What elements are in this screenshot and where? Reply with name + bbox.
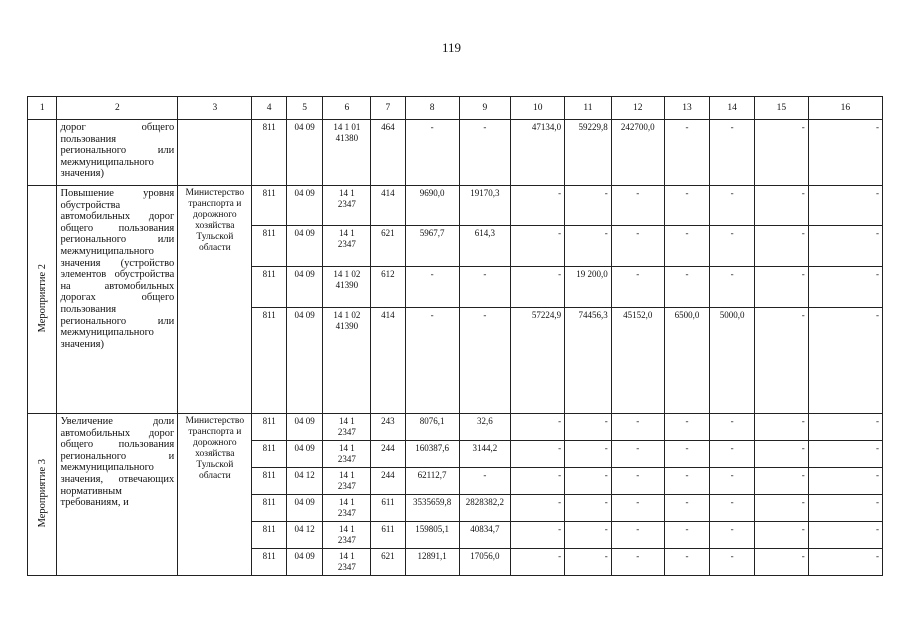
column-header: 12	[611, 97, 664, 120]
table-cell: 14 1 2347	[323, 226, 371, 267]
table-cell: -	[664, 522, 710, 549]
table-cell: 04 09	[286, 226, 323, 267]
table-cell: -	[611, 186, 664, 226]
table-cell: -	[511, 549, 565, 576]
table-cell: -	[754, 308, 808, 414]
table-cell: -	[664, 441, 710, 468]
table-cell: 621	[371, 226, 406, 267]
table-cell: 62112,7	[405, 468, 459, 495]
table-cell: 811	[252, 441, 287, 468]
table-cell: 811	[252, 495, 287, 522]
table-cell: -	[808, 495, 882, 522]
table-cell: 14 1 02 41390	[323, 308, 371, 414]
table-cell: 621	[371, 549, 406, 576]
table-cell: -	[710, 226, 755, 267]
table-cell: 04 09	[286, 186, 323, 226]
table-cell: 14 1 02 41390	[323, 267, 371, 308]
column-header: 1	[28, 97, 57, 120]
table-cell: 811	[252, 308, 287, 414]
table-cell: 04 12	[286, 522, 323, 549]
table-cell: -	[754, 414, 808, 441]
table-cell: -	[565, 441, 612, 468]
table-cell: 5967,7	[405, 226, 459, 267]
table-cell: -	[611, 468, 664, 495]
table-cell: -	[565, 226, 612, 267]
table-cell: 243	[371, 414, 406, 441]
table-cell: 244	[371, 468, 406, 495]
table-cell: 811	[252, 522, 287, 549]
table-cell: -	[754, 468, 808, 495]
table-cell: 612	[371, 267, 406, 308]
table-cell: 611	[371, 522, 406, 549]
table-cell: -	[565, 186, 612, 226]
table-cell: -	[511, 226, 565, 267]
table-cell: 40834,7	[459, 522, 511, 549]
table-cell: 04 09	[286, 414, 323, 441]
column-header: 15	[754, 97, 808, 120]
table-cell: -	[808, 308, 882, 414]
table-cell: 160387,6	[405, 441, 459, 468]
table-cell: -	[511, 414, 565, 441]
table-cell: 811	[252, 226, 287, 267]
table-cell: -	[405, 120, 459, 186]
measure-cell	[28, 120, 57, 186]
table-cell: -	[611, 495, 664, 522]
table-cell: -	[710, 441, 755, 468]
table-cell: 8076,1	[405, 414, 459, 441]
table-cell: -	[664, 120, 710, 186]
table-cell: -	[459, 468, 511, 495]
table-cell: -	[611, 414, 664, 441]
table-cell: -	[664, 414, 710, 441]
table-cell: 14 1 2347	[323, 468, 371, 495]
measure-cell	[28, 186, 57, 414]
table-cell: -	[808, 441, 882, 468]
measure-description: дорог общего пользования регионального или межмуниципального значения)	[57, 120, 178, 186]
responsible-executor: Министерство транспорта и дорожного хозяйства Тульской области	[178, 186, 252, 414]
responsible-executor	[178, 120, 252, 186]
table-cell: -	[754, 549, 808, 576]
table-cell: -	[808, 186, 882, 226]
measure-label: Мероприятие 2	[36, 263, 48, 333]
table-cell: -	[754, 267, 808, 308]
table-cell: 811	[252, 468, 287, 495]
table-cell: 5000,0	[710, 308, 755, 414]
table-cell: -	[611, 522, 664, 549]
table-cell: 12891,1	[405, 549, 459, 576]
column-header: 5	[286, 97, 323, 120]
column-header: 14	[710, 97, 755, 120]
measure-description: Повышение уровня обустройства автомобильных дорог общего пользования регионального или межмуниципального значения (устройство элементов обустройства на автомобильных дорогах общего пользования регионального или межмуниципального значения)	[57, 186, 178, 414]
table-cell: -	[710, 468, 755, 495]
table-cell: -	[808, 226, 882, 267]
table-row	[28, 120, 883, 186]
table-cell: -	[754, 186, 808, 226]
table-cell: 414	[371, 308, 406, 414]
budget-table	[27, 96, 883, 576]
table-cell: -	[664, 549, 710, 576]
table-cell: -	[808, 549, 882, 576]
table-cell: -	[808, 414, 882, 441]
table-cell: -	[611, 441, 664, 468]
column-header: 10	[511, 97, 565, 120]
table-cell: -	[710, 522, 755, 549]
table-cell: 811	[252, 267, 287, 308]
table-cell: -	[511, 522, 565, 549]
table-cell: -	[808, 267, 882, 308]
table-cell: 14 1 2347	[323, 549, 371, 576]
table-cell: -	[754, 120, 808, 186]
table-cell: 414	[371, 186, 406, 226]
table-cell: 17056,0	[459, 549, 511, 576]
measure-description: Увеличение доли автомобильных дорог общего пользования регионального и межмуниципального значения, отвечающих нормативным требованиям, и	[57, 414, 178, 576]
table-cell: 9690,0	[405, 186, 459, 226]
column-header: 7	[371, 97, 406, 120]
table-cell: -	[611, 226, 664, 267]
table-row	[28, 414, 883, 441]
column-header: 2	[57, 97, 178, 120]
table-cell: 244	[371, 441, 406, 468]
table-cell: 14 1 2347	[323, 186, 371, 226]
table-cell: 04 09	[286, 441, 323, 468]
column-header: 3	[178, 97, 252, 120]
table-cell: 45152,0	[611, 308, 664, 414]
table-cell: -	[710, 267, 755, 308]
table-cell: -	[511, 468, 565, 495]
table-cell: -	[511, 441, 565, 468]
table-cell: -	[405, 267, 459, 308]
table-cell: 242700,0	[611, 120, 664, 186]
table-cell: 04 09	[286, 120, 323, 186]
table-cell: 611	[371, 495, 406, 522]
table-cell: -	[511, 495, 565, 522]
table-cell: 57224,9	[511, 308, 565, 414]
table-cell: 14 1 2347	[323, 441, 371, 468]
table-cell: -	[664, 267, 710, 308]
column-header: 6	[323, 97, 371, 120]
table-cell: 811	[252, 549, 287, 576]
table-cell: -	[754, 441, 808, 468]
table-cell: -	[565, 414, 612, 441]
table-cell: -	[611, 549, 664, 576]
table-cell: 04 12	[286, 468, 323, 495]
table-cell: 14 1 2347	[323, 522, 371, 549]
table-cell: -	[565, 522, 612, 549]
table-cell: 14 1 01 41380	[323, 120, 371, 186]
column-header: 4	[252, 97, 287, 120]
column-header: 8	[405, 97, 459, 120]
table-cell: -	[565, 549, 612, 576]
table-cell: 59229,8	[565, 120, 612, 186]
column-header: 11	[565, 97, 612, 120]
table-cell: 3144,2	[459, 441, 511, 468]
table-cell: 614,3	[459, 226, 511, 267]
table-cell: 04 09	[286, 495, 323, 522]
table-cell: 47134,0	[511, 120, 565, 186]
table-cell: -	[808, 468, 882, 495]
table-cell: -	[565, 468, 612, 495]
page-number: 119	[441, 40, 462, 55]
table-cell: -	[565, 495, 612, 522]
table-cell: -	[754, 226, 808, 267]
table-cell: 04 09	[286, 549, 323, 576]
table-cell: 3535659,8	[405, 495, 459, 522]
table-cell: -	[459, 308, 511, 414]
table-cell: -	[808, 120, 882, 186]
table-cell: -	[511, 186, 565, 226]
table-cell: -	[664, 468, 710, 495]
table-row	[28, 186, 883, 226]
table-cell: 6500,0	[664, 308, 710, 414]
table-cell: -	[459, 120, 511, 186]
column-header: 13	[664, 97, 710, 120]
table-cell: 14 1 2347	[323, 495, 371, 522]
column-header: 16	[808, 97, 882, 120]
table-cell: -	[754, 495, 808, 522]
table-cell: -	[511, 267, 565, 308]
table-cell: 19170,3	[459, 186, 511, 226]
table-cell: -	[710, 549, 755, 576]
table-cell: 811	[252, 120, 287, 186]
header-row	[28, 97, 883, 120]
table-cell: -	[710, 414, 755, 441]
table-cell: 811	[252, 414, 287, 441]
table-cell: 32,6	[459, 414, 511, 441]
table-cell: 04 09	[286, 267, 323, 308]
table-cell: -	[664, 226, 710, 267]
table-cell: -	[808, 522, 882, 549]
table-cell: 2828382,2	[459, 495, 511, 522]
table-cell: 14 1 2347	[323, 414, 371, 441]
table-cell: -	[459, 267, 511, 308]
table-cell: -	[710, 120, 755, 186]
responsible-executor: Министерство транспорта и дорожного хозяйства Тульской области	[178, 414, 252, 576]
measure-cell	[28, 414, 57, 576]
measure-label: Мероприятие 3	[36, 458, 48, 528]
table-cell: -	[611, 267, 664, 308]
table-cell: 04 09	[286, 308, 323, 414]
table-cell: -	[710, 186, 755, 226]
table-cell: 464	[371, 120, 406, 186]
table-cell: 811	[252, 186, 287, 226]
table-cell: 159805,1	[405, 522, 459, 549]
table-cell: -	[664, 495, 710, 522]
table-cell: -	[754, 522, 808, 549]
table-cell: -	[405, 308, 459, 414]
table-cell: -	[710, 495, 755, 522]
table-cell: -	[664, 186, 710, 226]
column-header: 9	[459, 97, 511, 120]
table-cell: 74456,3	[565, 308, 612, 414]
table-cell: 19 200,0	[565, 267, 612, 308]
